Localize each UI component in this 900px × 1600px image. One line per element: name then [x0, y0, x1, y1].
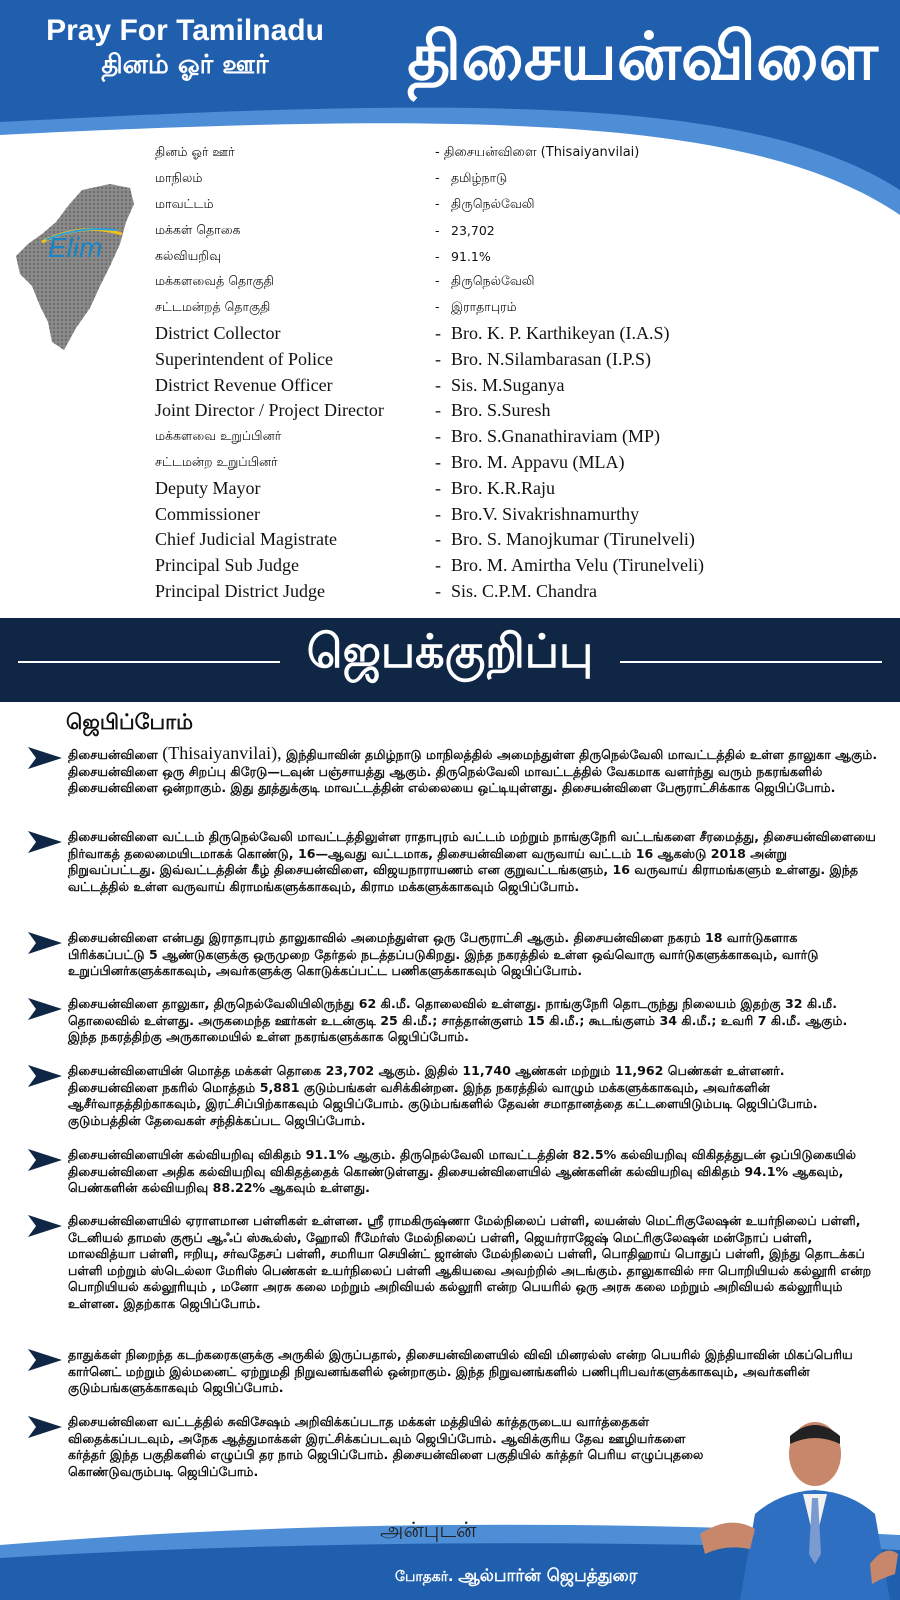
prayer-point	[28, 1213, 878, 1312]
prayer-text: திசையன்விளை (Thisaiyanvilai), இந்தியாவின் தமிழ்நாடு மாநிலத்தில் அமைந்துள்ள திருநெல்வேலி மாவட்டத்தில் உள்ள தாலுகா ஆகும். திசையன்விளை ஒரு சிறப்பு கிரேடு—டவுன் பஞ்சாயத்து ஆகும். திருநெல்வேலி மாவட்டத்தில் வேகமாக வளர்ந்து வரும் நகரங்களில் திசையன்விளை ஒன்றாகும். இது தூத்துக்குடி மாவட்டத்தின் எல்லையை ஒட்டியுள்ளது. திசையன்விளை பேரூராட்சிக்காக ஜெபிப்போம்.	[68, 743, 878, 795]
arrow-bullet-icon	[28, 1149, 62, 1171]
info-value: - Bro. K.R.Raju	[435, 477, 556, 498]
prayer-point	[28, 745, 878, 797]
prayer-point	[28, 1147, 878, 1197]
section-band	[0, 618, 900, 702]
info-row	[155, 321, 895, 347]
info-label: Joint Director / Project Director	[155, 400, 384, 421]
info-label: Chief Judicial Magistrate	[155, 529, 337, 550]
arrow-bullet-icon	[28, 1215, 62, 1237]
prayer-text: திசையன்விளை வட்டத்தில் சுவிசேஷம் அறிவிக்கப்படாத மக்கள் மத்தியில் கர்த்தருடைய வார்த்தைகள் விதைக்கப்படவும், அநேக ஆத்துமாக்கள் இரட்சிக்கப்படவும் ஜெபிப்போம். ஆவிக்குரிய தேவ ஊழியர்களை கர்த்தர் இந்த பகுதிகளில் எழுப்பி தர நாம் ஜெபிப்போம். திசையன்விளை பகுதியில் கர்த்தர் பெரிய எழுப்புதலை கொண்டுவரும்படி ஜெபிப்போம்.	[68, 1414, 704, 1479]
info-value: - 23,702	[435, 222, 495, 238]
info-value: - Bro. K. P. Karthikeyan (I.A.S)	[435, 322, 670, 343]
info-row	[155, 424, 895, 450]
prayer-point	[28, 996, 878, 1046]
header-line2: தினம் ஓர் ஊர்	[101, 50, 269, 80]
arrow-bullet-icon	[28, 1065, 62, 1087]
info-value: - Bro.V. Sivakrishnamurthy	[435, 503, 640, 524]
info-value: - திசையன்விளை (Thisaiyanvilai)	[435, 145, 640, 161]
prayer-point	[28, 1347, 878, 1397]
info-label: மக்களவைத் தொகுதி	[155, 273, 274, 289]
info-value: - Sis. C.P.M. Chandra	[435, 580, 598, 601]
info-value: - Bro. S.Suresh	[435, 400, 551, 421]
info-value: - இராதாபுரம்	[435, 299, 517, 315]
info-value: - 91.1%	[435, 248, 491, 264]
arrow-bullet-icon	[28, 747, 62, 769]
info-row	[155, 527, 895, 553]
info-value: - Bro. M. Appavu (MLA)	[435, 451, 625, 472]
info-label: District Collector	[155, 322, 281, 343]
info-value: - Bro. N.Silambarasan (I.P.S)	[435, 348, 651, 369]
map-label: Elim	[48, 232, 103, 263]
info-row	[155, 398, 895, 424]
info-value: - தமிழ்நாடு	[435, 170, 508, 186]
info-row	[155, 192, 895, 218]
info-value: - திருநெல்வேலி	[435, 273, 535, 289]
info-row	[155, 243, 895, 269]
pray-heading: ஜெபிப்போம்	[66, 710, 194, 734]
info-label: சட்டமன்றத் தொகுதி	[155, 299, 271, 315]
info-row	[155, 166, 895, 192]
info-table	[155, 140, 895, 604]
info-row	[155, 553, 895, 579]
info-label: தினம் ஓர் ஊர்	[155, 144, 235, 160]
tamilnadu-map-icon	[12, 182, 138, 354]
prayer-text: திசையன்விளையில் ஏராளமான பள்ளிகள் உள்ளன. ஸ்ரீ ராமகிருஷ்ணா மேல்நிலைப் பள்ளி, லயன்ஸ் மெட்ரிகுலேஷன் உயர்நிலைப் பள்ளி, டேனியல் தாமஸ் குரூப் ஆஃப் ஸ்கூல்ஸ், ஹோலி ரீமேர்ஸ் மேல்நிலைப் பள்ளி, ஜெயர்ராஜேஷ் மெட்ரிகுலேஷன் மன்நோப் பள்ளி, மாலவித்யா பள்ளி, ஈறியு, சர்வதேசப் பள்ளி, சமரியா செயின்ட் ஜான்ஸ் மேல்நிலைப் பள்ளி, பொதிஹாய் பொதுப் பள்ளி, இந்து தொடக்கப் பள்ளி மற்றும் ஸ்டெல்லா மேரிஸ் பெண்கள் உயர்நிலைப் பள்ளி ஆகியவை அவற்றில் அடங்கும். தாலுகாவில் ஈா பொறியியல் கல்லூரி என்ற பொறியியல் கல்லூரியும் , மனோ அரசு கலை மற்றும் அறிவியல் கல்லூரி என்ற பெயரில் ஒரு அரசு கலை மற்றும் அறிவியல் கல்லூரியும் உள்ளன. இதற்காக ஜெபிப்போம்.	[68, 1213, 872, 1311]
info-label: சட்டமன்ற உறுப்பினர்	[155, 453, 278, 469]
header-left	[40, 14, 330, 83]
prayer-text: திசையன்விளையின் மொத்த மக்கள் தொகை 23,702 ஆகும். இதில் 11,740 ஆண்கள் மற்றும் 11,962 பெண்கள் உள்ளனர். திசையன்விளை நகரில் மொத்தம் 5,881 குடும்பங்கள் வசிக்கின்றன. இந்த நகரத்தில் வாழும் மக்களுக்காகவும், அவர்களின் ஆசீர்வாதத்திற்காகவும், இரட்சிப்பிற்காகவும் ஜெபிப்போம். குடும்பங்களில் தேவன் சமாதானத்தை கட்டளையிடும்படி ஜெபிப்போம். குடும்பத்தின் தேவைகள் சந்திக்கப்பட ஜெபிப்போம்.	[68, 1063, 818, 1128]
prayer-point	[28, 930, 878, 980]
info-value: - Bro. S. Manojkumar (Tirunelveli)	[435, 529, 695, 550]
arrow-bullet-icon	[28, 831, 62, 853]
info-row	[155, 579, 895, 605]
info-row	[155, 346, 895, 372]
header-title: திசையன்விளை	[407, 18, 878, 95]
info-label: District Revenue Officer	[155, 374, 333, 395]
prayer-text: திசையன்விளையின் கல்வியறிவு விகிதம் 91.1% ஆகும். திருநெல்வேலி மாவட்டத்தின் 82.5% கல்வியறிவு விகிதத்துடன் ஒப்பிடுகையில் திசையன்விளை அதிக கல்வியறிவு விகிதத்தைக் கொண்டுள்ளது. திசையன்விளையில் ஆண்களின் கல்வியறிவு விகிதம் 94.1% ஆகவும், பெண்களின் கல்வியறிவு 88.22% ஆகவும் உள்ளது.	[68, 1147, 857, 1195]
arrow-bullet-icon	[28, 1416, 62, 1438]
prayer-text: தாதுக்கள் நிறைந்த கடற்கரைகளுக்கு அருகில் இருப்பதால், திசையன்விளையில் விவி மினரல்ஸ் என்ற பெயரில் இந்தியாவின் மிகப்பெரிய கார்னெட் மற்றும் இல்மனைட் ஏற்றுமதி நிறுவனங்களில் ஒன்றாகும். இந்த நிறுவனங்களில் பணிபுரிபவர்களுக்காகவும், அவர்களின் குடும்பங்களுக்காகவும் ஜெபிப்போம்.	[68, 1347, 853, 1395]
info-label: மாநிலம்	[155, 170, 203, 186]
prayer-point	[28, 829, 878, 895]
info-label: Principal District Judge	[155, 580, 325, 601]
info-row	[155, 501, 895, 527]
prayer-text: திசையன்விளை என்பது இராதாபுரம் தாலுகாவில் அமைந்துள்ள ஒரு பேரூராட்சி ஆகும். திசையன்விளை நகரம் 18 வார்டுகளாக பிரிக்கப்பட்டு 5 ஆண்டுகளுக்கு ஒருமுறை தேர்தல் நடத்தப்படுகிறது. இந்த நகரத்தில் உள்ள ஒவ்வொரு வார்டுகளுக்காகவும், வார்டு உறுப்பினர்களுக்காகவும், அவர்களுக்கு கொடுக்கப்பட்ட பணிகளுக்காகவும் ஜெபிப்போம்.	[68, 930, 819, 978]
info-label: மக்கள் தொகை	[155, 221, 241, 237]
info-row	[155, 372, 895, 398]
info-label: Deputy Mayor	[155, 477, 261, 498]
info-row	[155, 295, 895, 321]
info-label: Superintendent of Police	[155, 348, 333, 369]
info-row	[155, 475, 895, 501]
info-label: Commissioner	[155, 503, 261, 524]
arrow-bullet-icon	[28, 998, 62, 1020]
info-label: மக்களவை உறுப்பினர்	[155, 428, 282, 444]
band-divider-right	[620, 661, 882, 663]
arrow-bullet-icon	[28, 932, 62, 954]
prayer-text: திசையன்விளை வட்டம் திருநெல்வேலி மாவட்டத்திலுள்ள ராதாபுரம் வட்டம் மற்றும் நாங்குநேரி வட்டங்களை சீரமைத்து, திசையன்விளையை நிர்வாகத் தலைமையிடமாகக் கொண்டு, 16—ஆவது வட்டமாக, திசையன்விளை வருவாய் வட்டம் 16 ஆகஸ்டு 2018 அன்று நிறுவப்பட்டது. இவ்வட்டத்தின் கீழ் திசையன்விளை, விஜயநாராயணம் என குறுவட்டங்களும், 16 வருவாய் கிராமங்களும் உள்ளது. இந்த வட்டத்தில் உள்ள வருவாய் கிராமங்களுக்காகவும், கிராம மக்களுக்காகவும் ஜெபிப்போம்.	[68, 829, 876, 894]
prayer-text: திசையன்விளை தாலுகா, திருநெல்வேலியிலிருந்து 62 கி.மீ. தொலைவில் உள்ளது. நாங்குநேரி தொடருந்து நிலையம் இதற்கு 32 கி.மீ. தொலைவில் உள்ளது. அருகமைந்த ஊர்கள் உடன்குடி 25 கி.மீ.; சாத்தான்குளம் 15 கி.மீ.; கூடங்குளம் 34 கி.மீ.; உவரி 7 கி.மீ. ஆகும். இந்த நகரத்திற்கு அருகாமையில் உள்ள நகரங்களுக்காக ஜெபிப்போம்.	[68, 996, 848, 1044]
info-label: கல்வியறிவு	[155, 247, 222, 263]
band-title: ஜெபக்குறிப்பு	[306, 624, 594, 678]
info-row	[155, 450, 895, 476]
info-value: - Bro. M. Amirtha Velu (Tirunelveli)	[435, 555, 704, 576]
prayer-point	[28, 1414, 718, 1480]
info-value: - Sis. M.Suganya	[435, 374, 565, 395]
info-row	[155, 140, 895, 166]
info-label: Principal Sub Judge	[155, 555, 299, 576]
header-line1: Pray For Tamilnadu	[46, 14, 324, 47]
info-row	[155, 269, 895, 295]
pastor-photo	[700, 1414, 900, 1600]
info-value: - திருநெல்வேலி	[435, 195, 535, 211]
info-row	[155, 217, 895, 243]
prayer-point	[28, 1063, 878, 1129]
info-label: மாவட்டம்	[155, 195, 214, 211]
arrow-bullet-icon	[28, 1349, 62, 1371]
info-value: - Bro. S.Gnanathiraviam (MP)	[435, 426, 660, 447]
with-love-text: அன்புடன்	[380, 1518, 477, 1542]
preacher-name: போதகர். ஆல்பார்ன் ஜெபத்துரை	[395, 1566, 638, 1586]
